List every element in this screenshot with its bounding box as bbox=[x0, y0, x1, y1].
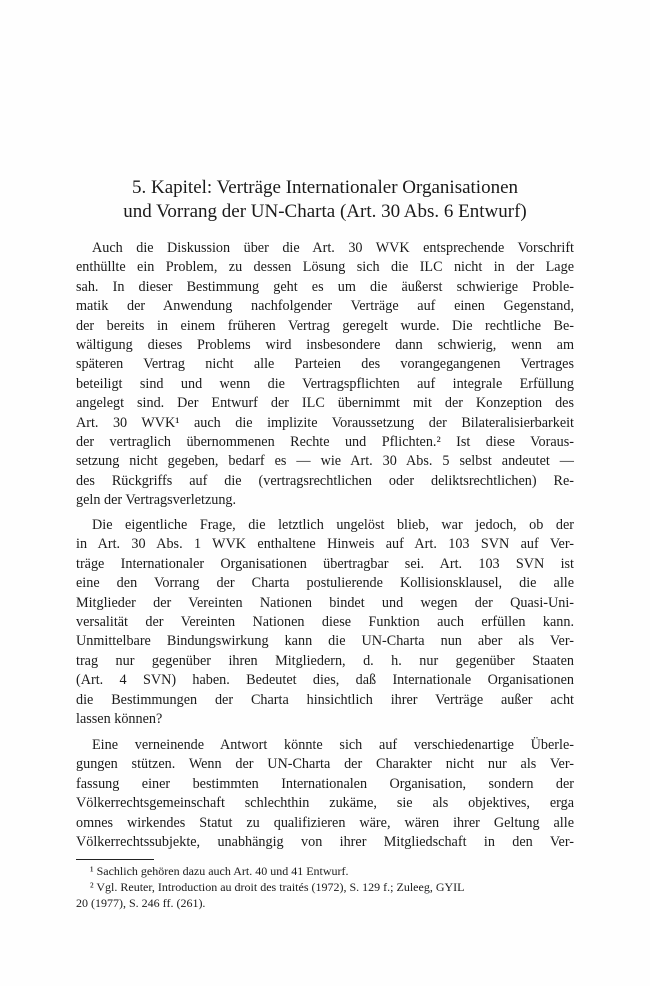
text-line: Art. 30 WVK¹ auch die implizite Voraussetzung der Bilateralisierbarkeit bbox=[76, 414, 574, 431]
paragraph-3 bbox=[76, 736, 574, 852]
text-line: versalität der Vereinten Nationen diese Funktion auch erfüllen kann. bbox=[76, 614, 574, 631]
paragraph-1 bbox=[76, 239, 574, 511]
text-line: der bereits in einem früheren Vertrag geregelt wurde. Die rechtliche Be- bbox=[76, 317, 574, 334]
text-line: späteren Vertrag nicht alle Parteien des vorangegangenen Vertrages bbox=[76, 356, 574, 373]
footnote-divider bbox=[76, 859, 154, 860]
text-line: Die eigentliche Frage, die letztlich ungelöst blieb, war jedoch, ob der bbox=[92, 517, 574, 533]
text-line: Völkerrechtsgemeinschaft schlechthin zukäme, sie als objektives, erga bbox=[76, 795, 574, 812]
text-line: sah. In dieser Bestimmung geht es um die äußerst schwierige Proble- bbox=[76, 278, 574, 295]
text-line: wältigung dieses Problems wird insbesondere dann schwierig, wenn am bbox=[76, 337, 574, 354]
text-line: enthüllte ein Problem, zu dessen Lösung sich die ILC nicht in der Lage bbox=[76, 259, 574, 276]
text-line: matik der Anwendung nachfolgender Verträge auf einen Gegenstand, bbox=[76, 298, 574, 315]
text-line: Eine verneinende Antwort könnte sich auf verschiedenartige Überle- bbox=[92, 737, 574, 753]
text-line: des Rückgriffs auf die (vertragsrechtlichen oder deliktsrechtlichen) Re- bbox=[76, 472, 574, 489]
footnote-2: ² Vgl. Reuter, Introduction au droit des traités (1972), S. 129 f.; Zuleeg, GYIL bbox=[90, 880, 465, 894]
text-line: Völkerrechtssubjekte, unabhängig von ihrer Mitgliedschaft in den Ver- bbox=[76, 834, 574, 851]
footnote-1: ¹ Sachlich gehören dazu auch Art. 40 und 41 Entwurf. bbox=[90, 864, 349, 878]
text-line: Unmittelbare Bindungswirkung kann die UN-Charta nun aber als Ver- bbox=[76, 633, 574, 650]
text-line: setzung nicht gegeben, bedarf es — wie Art. 30 Abs. 5 selbst andeutet — bbox=[76, 453, 574, 470]
text-line: Mitglieder der Vereinten Nationen bindet und wegen der Quasi-Uni- bbox=[76, 594, 574, 611]
text-line: eine den Vorrang der Charta postulierende Kollisionsklausel, die alle bbox=[76, 575, 574, 592]
chapter-title-line: und Vorrang der UN-Charta (Art. 30 Abs. 6 Entwurf) bbox=[123, 201, 527, 222]
text-line: beteiligt sind und wenn die Vertragspflichten auf integrale Erfüllung bbox=[76, 375, 574, 392]
text-line: lassen können? bbox=[76, 711, 163, 728]
text-line: (Art. 4 SVN) haben. Bedeutet dies, daß Internationale Organisationen bbox=[76, 672, 574, 689]
chapter-title bbox=[76, 176, 574, 224]
text-line: träge Internationaler Organisationen übertragbar sei. Art. 103 SVN ist bbox=[76, 555, 574, 572]
text-line: fassung einer bestimmten Internationalen Organisation, sondern der bbox=[76, 775, 574, 792]
text-line: trag nur gegenüber ihren Mitgliedern, d. h. nur gegenüber Staaten bbox=[76, 652, 574, 669]
text-line: der vertraglich übernommenen Rechte und Pflichten.² Ist diese Voraus- bbox=[76, 434, 574, 451]
footnote-2-continuation: 20 (1977), S. 246 ff. (261). bbox=[76, 896, 206, 910]
paragraph-2 bbox=[76, 516, 574, 729]
text-line: omnes wirkendes Statut zu qualifizieren wäre, wären ihrer Geltung alle bbox=[76, 814, 574, 831]
text-line: Auch die Diskussion über die Art. 30 WVK entsprechende Vorschrift bbox=[92, 240, 574, 256]
text-line: gungen stützen. Wenn der UN-Charta der Charakter nicht nur als Ver- bbox=[76, 756, 574, 773]
text-line: geln der Vertragsverletzung. bbox=[76, 492, 237, 509]
text-line: angelegt sind. Der Entwurf der ILC übernimmt mit der Konzeption des bbox=[76, 395, 574, 412]
footnotes bbox=[76, 863, 574, 911]
text-line: in Art. 30 Abs. 1 WVK enthaltene Hinweis auf Art. 103 SVN auf Ver- bbox=[76, 536, 574, 553]
chapter-title-line: 5. Kapitel: Verträge Internationaler Organisationen bbox=[131, 177, 519, 198]
text-line: die Bestimmungen der Charta hinsichtlich ihrer Verträge außer acht bbox=[76, 691, 574, 708]
